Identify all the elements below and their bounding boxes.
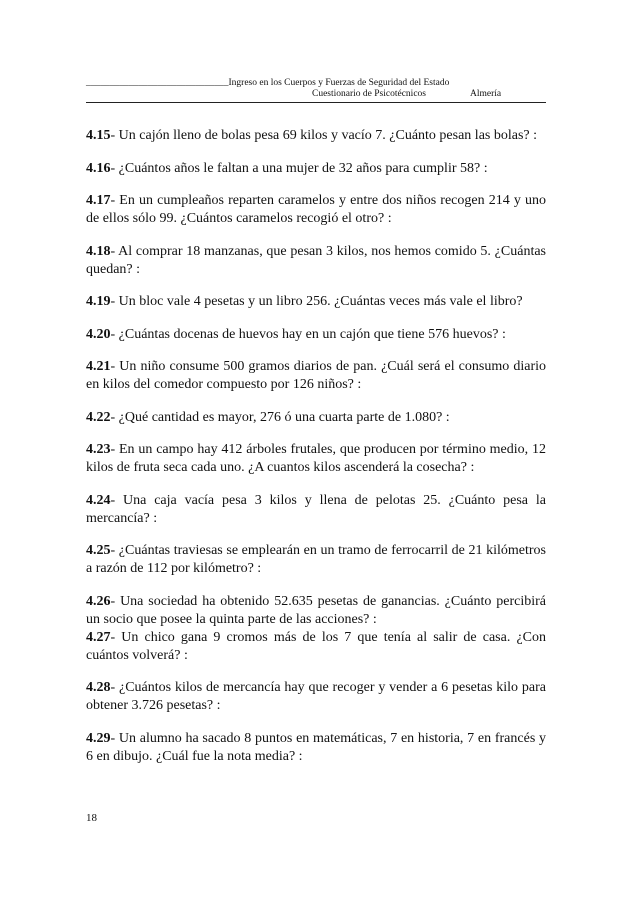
- question-text: - Una sociedad ha obtenido 52.635 pesetas de ganancias. ¿Cuánto percibirá un socio que posee la quinta parte de las acciones? :: [86, 593, 546, 627]
- question-number: 4.25: [86, 543, 111, 558]
- header-title-line: [86, 78, 516, 89]
- question-4-19: [86, 293, 546, 311]
- question-number: 4.26: [86, 593, 111, 609]
- question-text: - Una caja vacía pesa 3 kilos y llena de pelotas 25. ¿Cuánto pesa la mercancía? :: [86, 492, 546, 526]
- question-number: 4.19: [86, 294, 111, 309]
- question-4-29: [86, 730, 546, 766]
- question-4-23: [86, 441, 546, 477]
- question-text: - Al comprar 18 manzanas, que pesan 3 kilos, nos hemos comido 5. ¿Cuántas quedan? :: [86, 243, 546, 277]
- question-text: - ¿Cuántos años le faltan a una mujer de 32 años para cumplir 58? :: [110, 160, 488, 176]
- question-text: - Un cajón lleno de bolas pesa 69 kilos y vacío 7. ¿Cuánto pesan las bolas? :: [110, 128, 538, 143]
- question-number: 4.29: [86, 730, 111, 746]
- question-4-21: [86, 358, 546, 394]
- question-number: 4.17: [86, 193, 111, 208]
- question-text: - ¿Cuántas traviesas se emplearán en un tramo de ferrocarril de 21 kilómetros a razón de 112 por kilómetro? :: [86, 543, 546, 576]
- question-number: 4.16: [86, 160, 111, 176]
- question-number: 4.18: [86, 243, 111, 259]
- header-subtitle: Cuestionario de Psicotécnicos: [312, 89, 426, 99]
- header-subtitle-line: [312, 89, 501, 100]
- question-4-16: [86, 160, 546, 178]
- question-list: [86, 127, 546, 780]
- question-number: 4.21: [86, 359, 111, 374]
- question-4-15: [86, 127, 546, 145]
- question-4-27: [86, 629, 546, 665]
- question-4-22: [86, 409, 546, 427]
- question-text: - Un niño consume 500 gramos diarios de pan. ¿Cuál será el consumo diario en kilos del comedor compuesto por 126 niños? :: [86, 359, 546, 392]
- question-number: 4.20: [86, 326, 111, 342]
- question-text: - Un chico gana 9 cromos más de los 7 que tenía al salir de casa. ¿Con cuántos volverá? :: [86, 629, 546, 663]
- question-text: - Un bloc vale 4 pesetas y un libro 256. ¿Cuántas veces más vale el libro?: [110, 294, 523, 309]
- question-text: - Un alumno ha sacado 8 puntos en matemáticas, 7 en historia, 7 en francés y 6 en dibujo. ¿Cuál fue la nota media? :: [86, 730, 546, 764]
- question-number: 4.24: [86, 492, 111, 508]
- question-text: - ¿Qué cantidad es mayor, 276 ó una cuarta parte de 1.080? :: [110, 409, 450, 425]
- header-underscores: ______________________________: [86, 78, 229, 88]
- question-4-26: [86, 593, 546, 629]
- question-text: - ¿Cuántos kilos de mercancía hay que recoger y vender a 6 pesetas kilo para obtener 3.726 pesetas? :: [86, 680, 546, 713]
- question-number: 4.28: [86, 680, 111, 695]
- question-text: - ¿Cuántas docenas de huevos hay en un cajón que tiene 576 huevos? :: [110, 326, 506, 342]
- question-text: - En un campo hay 412 árboles frutales, que producen por término medio, 12 kilos de fruta seca cada uno. ¿A cuantos kilos ascenderá la cosecha? :: [86, 442, 546, 475]
- question-text: - En un cumpleaños reparten caramelos y entre dos niños recogen 214 y uno de ellos sólo 99. ¿Cuántos caramelos recogió el otro? :: [86, 193, 546, 226]
- question-number: 4.23: [86, 442, 111, 457]
- header-title: Ingreso en los Cuerpos y Fuerzas de Seguridad del Estado: [228, 78, 450, 88]
- question-number: 4.15: [86, 128, 111, 143]
- question-4-25: [86, 542, 546, 578]
- question-4-18: [86, 243, 546, 279]
- question-4-24: [86, 492, 546, 528]
- page-number: 18: [86, 812, 97, 824]
- question-number: 4.22: [86, 409, 111, 425]
- page-header: [86, 78, 546, 103]
- question-4-17: [86, 192, 546, 228]
- header-place: Almería: [469, 89, 502, 99]
- question-number: 4.27: [86, 629, 111, 645]
- question-4-28: [86, 679, 546, 715]
- question-4-20: [86, 326, 546, 344]
